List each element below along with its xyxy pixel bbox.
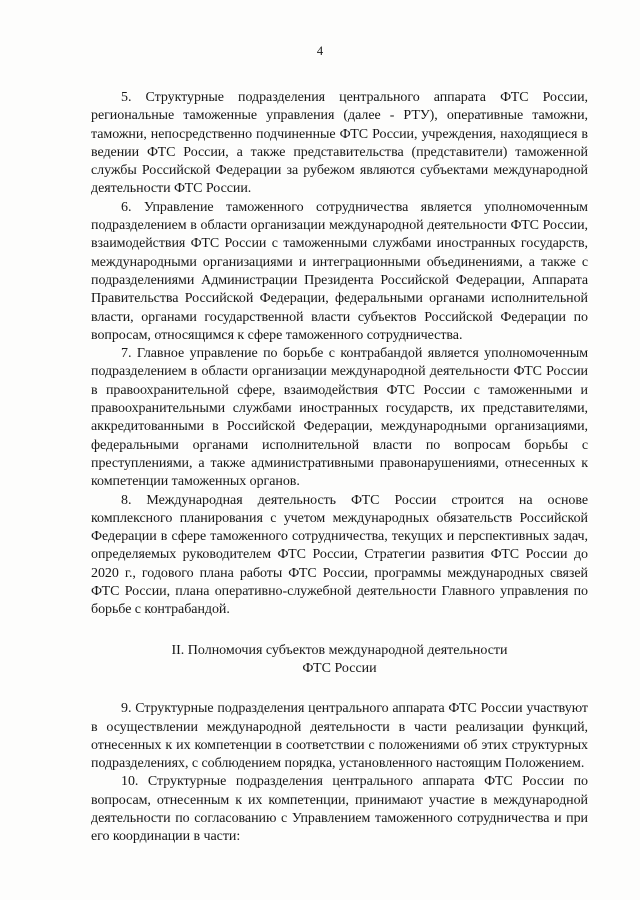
section-heading-line-1: II. Полномочия субъектов международной деятельности: [171, 642, 508, 658]
paragraph-6: 6. Управление таможенного сотрудничества является уполномоченным подразделением в области организации международной деятельности ФТС России, взаимодействия ФТС России с таможенными службами иностранных государств, международными организациями и интеграционными объединениями, а также с подразделениями Администрации Президента Российской Федерации, Аппарата Правительства Российской Федерации, федеральными органами исполнительной власти, органами государственной власти субъектов Российской Федерации по вопросам, относящимся к сфере таможенного сотрудничества.: [91, 199, 588, 343]
paragraph-9: 9. Структурные подразделения центрального аппарата ФТС России участвуют в осуществлении международной деятельности в части реализации функций, отнесенных к их компетенции в соответствии с положениями об этих структурных подразделениях, с соблюдением порядка, установленного настоящим Положением.: [91, 701, 588, 772]
page-number: 4: [316, 44, 324, 58]
paragraph-8: 8. Международная деятельность ФТС России строится на основе комплексного планирования с учетом международных обязательств Российской Федерации в сфере таможенного сотрудничества, текущих и перспективных задач, определяемых руководителем ФТС России, Стратегии развития ФТС России до 2020 г., годового плана работы ФТС России, программы международных связей ФТС России, плана оперативно-служебной деятельности Главного управления по борьбе с контрабандой.: [91, 492, 588, 618]
paragraph-5: 5. Структурные подразделения центрального аппарата ФТС России, региональные таможенные управления (далее - РТУ), оперативные таможни, таможни, непосредственно подчиненные ФТС России, учреждения, находящиеся в ведении ФТС России, а также представительства (представители) таможенной службы Российской Федерации за рубежом являются субъектами международной деятельности ФТС России.: [91, 90, 588, 197]
paragraph-10: 10. Структурные подразделения центрального аппарата ФТС России по вопросам, отнесенным к их компетенции, принимают участие в международной деятельности по согласованию с Управлением таможенного сотрудничества и при его координации в части:: [91, 774, 588, 845]
document-body: [91, 89, 588, 847]
section-heading-line-2: ФТС России: [302, 660, 377, 676]
paragraph-7: 7. Главное управление по борьбе с контрабандой является уполномоченным подразделением в области организации международной деятельности ФТС России в правоохранительной сфере, взаимодействия ФТС России с таможенными и правоохранительными службами иностранных государств, их представителями, аккредитованными в Российской Федерации, международными организациями, федеральными органами исполнительной власти по вопросам борьбы с преступлениями, а также административными правонарушениями, отнесенных к компетенции таможенных органов.: [91, 346, 588, 490]
section-heading: [91, 642, 588, 679]
